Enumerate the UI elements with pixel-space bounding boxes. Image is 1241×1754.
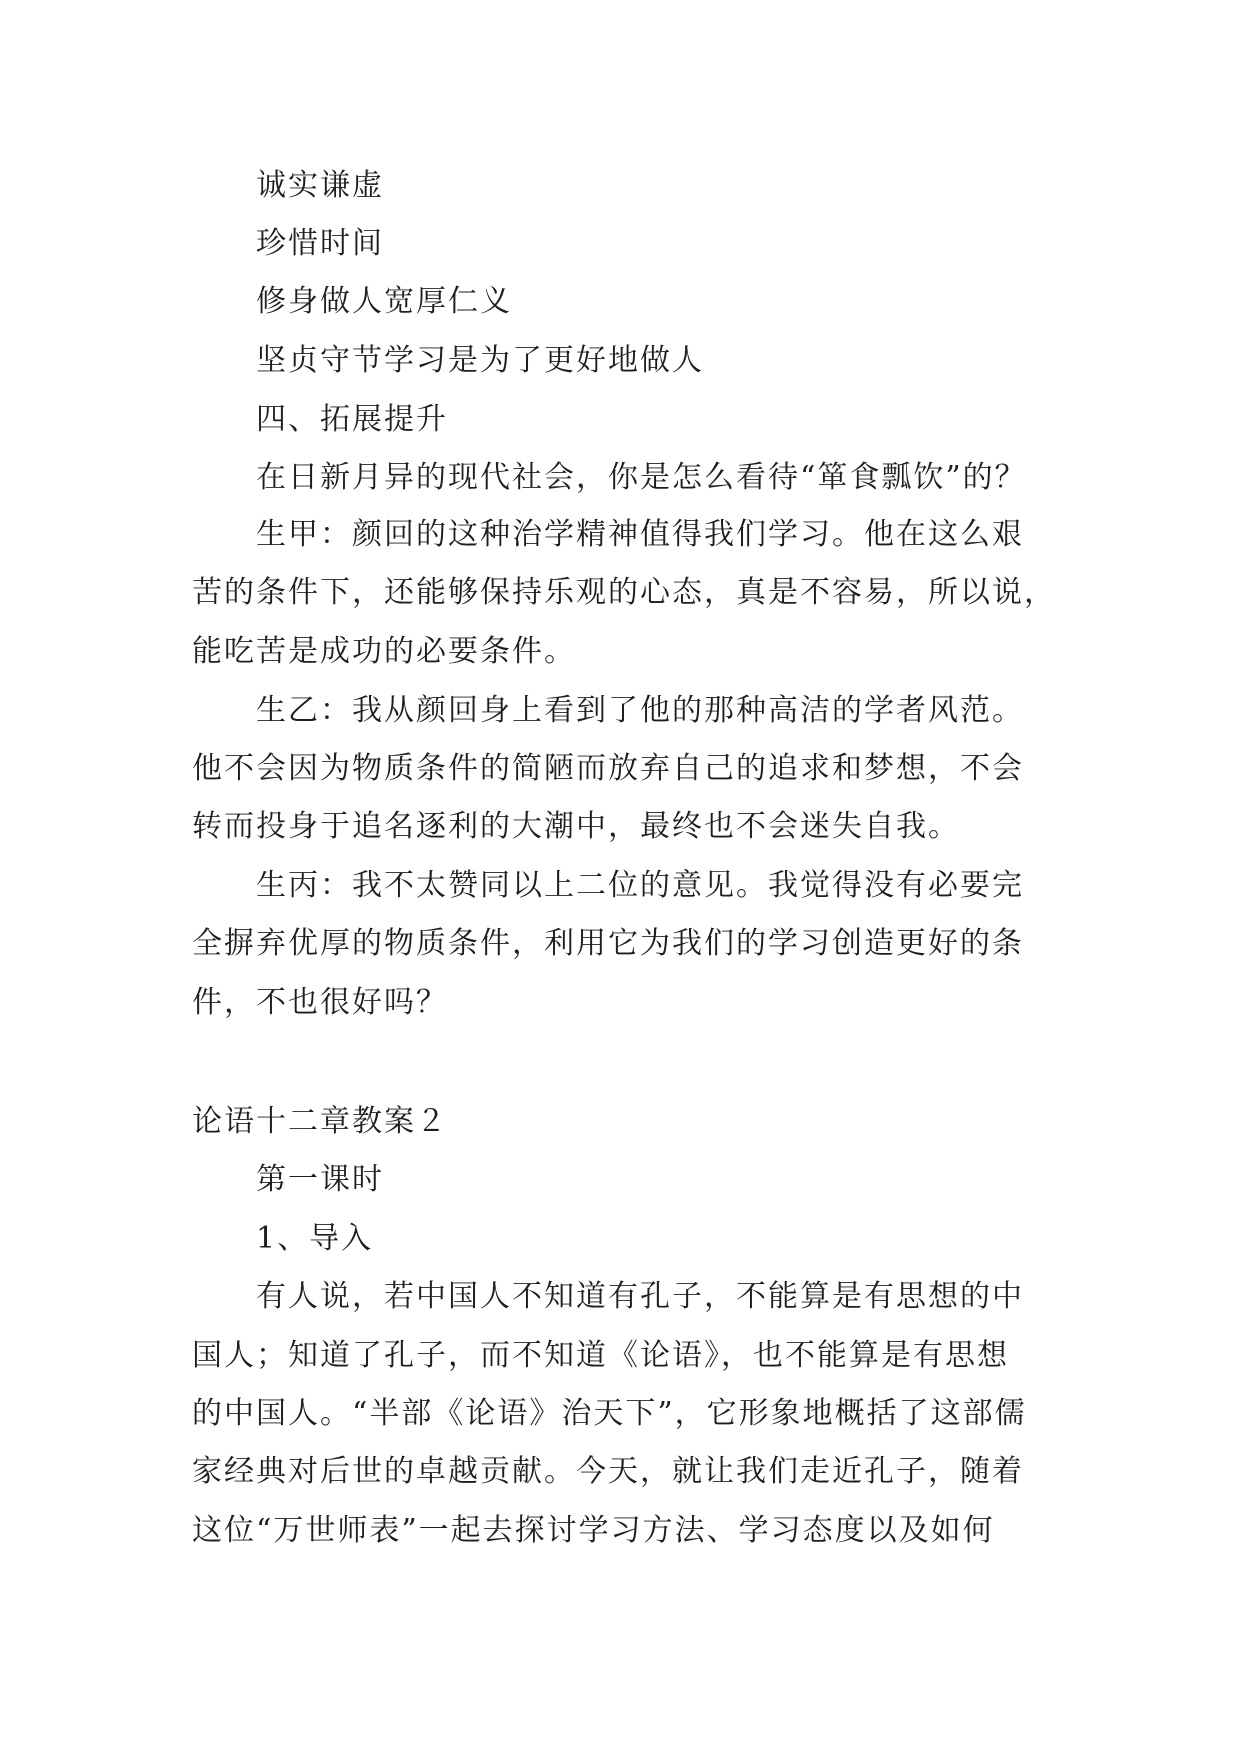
lesson-heading: 第一课时 <box>256 1162 384 1197</box>
paragraph-line: 的中国人。“半部《论语》治天下”，它形象地概括了这部儒 <box>192 1396 1027 1431</box>
list-item: 修身做人宽厚仁义 <box>256 284 512 319</box>
paragraph-line: 国人；知道了孔子，而不知道《论语》，也不能算是有思想 <box>192 1338 1009 1373</box>
paragraph-line: 生乙：我从颜回身上看到了他的那种高洁的学者风范。 <box>256 693 1024 728</box>
list-item: 珍惜时间 <box>256 226 384 261</box>
section-heading: 四、拓展提升 <box>256 402 448 437</box>
discussion-question: 在日新月异的现代社会，你是怎么看待“箪食瓢饮”的？ <box>256 460 1027 495</box>
paragraph-line: 有人说，若中国人不知道有孔子，不能算是有思想的中 <box>256 1279 1024 1314</box>
paragraph-line: 苦的条件下，还能够保持乐观的心态，真是不容易，所以说， <box>192 575 1056 610</box>
step-heading: 1、导入 <box>256 1221 374 1256</box>
paragraph-line: 能吃苦是成功的必要条件。 <box>192 634 576 669</box>
paragraph-line: 这位“万世师表”一起去探讨学习方法、学习态度以及如何 <box>192 1513 995 1548</box>
paragraph-line: 转而投身于追名逐利的大潮中，最终也不会迷失自我。 <box>192 809 960 844</box>
paragraph-line: 生甲：颜回的这种治学精神值得我们学习。他在这么艰 <box>256 517 1024 552</box>
document-title: 论语十二章教案２ <box>192 1104 448 1139</box>
paragraph-line: 他不会因为物质条件的简陋而放弃自己的追求和梦想，不会 <box>192 751 1024 786</box>
list-item: 诚实谦虚 <box>256 168 384 203</box>
list-item: 坚贞守节学习是为了更好地做人 <box>256 343 704 378</box>
paragraph-line: 件，不也很好吗？ <box>192 985 448 1020</box>
paragraph-line: 全摒弃优厚的物质条件，利用它为我们的学习创造更好的条 <box>192 926 1024 961</box>
paragraph-line: 生丙：我不太赞同以上二位的意见。我觉得没有必要完 <box>256 868 1024 903</box>
paragraph-line: 家经典对后世的卓越贡献。今天，就让我们走近孔子，随着 <box>192 1454 1024 1489</box>
